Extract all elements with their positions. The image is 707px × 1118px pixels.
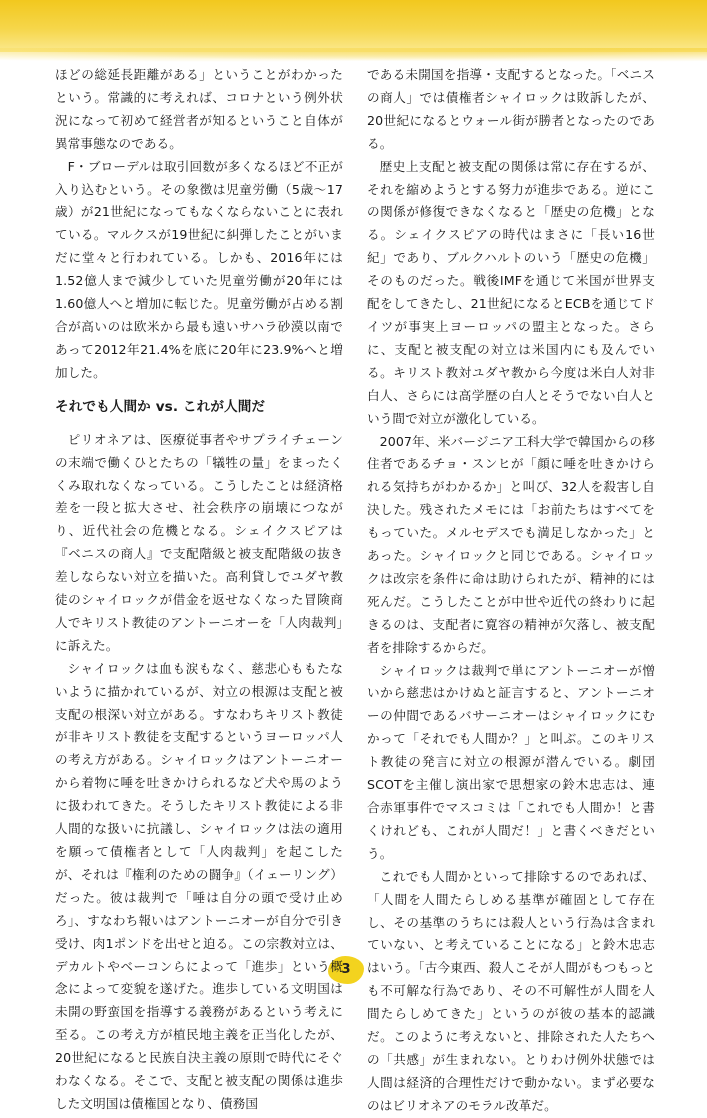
paragraph: シャイロックは血も涙もなく、慈悲心ももたないように描かれているが、対立の根源は支配と被支配の根深い対立がある。すなわちキリスト教徒が非キリスト教徒を支配するというヨーロッパ人の考え方がある。シャイロックはアントーニオーから着物に唾を吐きかけられるなど犬や馬のように扱われてきた。そうしたキリスト教徒による非人間的な扱いに抗議し、シャイロックは法の適用を願って債権者として「人肉裁判」を起こしたが、それは『権利のための闘争』（イェーリング）だった。彼は裁判で「唾は自分の頭で受け止めろ」、すなわち報いはアントーニオーが自分で引き受け、肉1ポンドを出せと迫る。この宗教対立は、デカルトやベーコンらによって「進歩」という概念によって変貌を遂げた。進歩している文明国は未開の野蛮国を指導する義務があるという考えに至る。この考え方が植民地主義を正当化したが、20世紀になると民族自決主義の原則で時代にそぐわなくなる。そこで、支配と被支配の関係は進歩した文明国は債権国となり、債務国: [55, 660, 343, 1111]
paragraph: F・ブローデルは取引回数が多くなるほど不正が入り込むという。その象徴は児童労働（5歳〜17歳）が21世紀になってもなくならないことに表れている。マルクスが19世紀に糾弾したことがいまだに堂々と行われている。しかも、2016年には1.52億人まで減少していた児童労働が20年には1.60億人へと増加に転じた。児童労働が占める割合が高いのは欧米から最も遠いサハラ砂漠以南であって2012年21.4%を底に20年に23.9%へと増加した。: [55, 158, 343, 380]
paragraph: ほどの総延長距離がある」ということがわかったという。常識的に考えれば、コロナという例外状況になって初めて経営者が知るということ自体が異常事態なのである。: [55, 67, 343, 151]
paragraph: 2007年、米バージニア工科大学で韓国からの移住者であるチョ・スンヒが「顔に唾を吐きかけられる気持ちがわかるか」と叫び、32人を殺害し自決した。残されたメモには「お前たちはすべてをもっていた。メルセデスでも満足しなかった」とあった。シャイロックと同じである。シャイロックは改宗を条件に命は助けられたが、精神的には死んだ。こうしたことが中世や近代の終わりに起きるのは、支配者に寛容の精神が欠落し、被支配者を排除するからだ。: [367, 433, 655, 655]
left-column: [55, 64, 343, 1116]
page-number: 3: [328, 955, 364, 985]
right-column: [367, 64, 655, 1118]
top-decorative-band: [0, 0, 707, 52]
paragraph: ピリオネアは、医療従事者やサプライチェーンの末端で働くひとたちの「犠牲の量」をまったくくみ取れなくなっている。こうしたことは経済格差を一段と拡大させ、社会秩序の崩壊につながり、近代社会の危機となる。シェイクスピアは『ベニスの商人』で支配階級と被支配階級の抜き差しならない対立を描いた。高利貸しでユダヤ教徒のシャイロックが借金を返せなくなった冒険商人でキリスト教徒のアントーニオーを「人肉裁判」に訴えた。: [55, 431, 343, 653]
paragraph: シャイロックは裁判で単にアントーニオーが憎いから慈悲はかけぬと証言すると、アントーニオーの仲間であるバサーニオーはシャイロックにむかって「それでも人間か？」と叫ぶ。このキリスト教徒の発言に対立の根源が潜んでいる。劇団SCOTを主催し演出家で思想家の鈴木忠志は、連合赤軍事件でマスコミは「これでも人間か！と書くけれども、これが人間だ！」と書くべきだという。: [367, 662, 655, 861]
paragraph: 歴史上支配と被支配の関係は常に存在するが、それを縮めようとする努力が進歩である。逆にこの関係が修復できなくなると「歴史の危機」となる。シェイクスピアの時代はまさに「長い16世紀」であり、ブルクハルトのいう「歴史の危機」そのものだった。戦後IMFを通じて米国が世界支配をしてきたし、21世紀になるとECBを通じてドイツが事実上ヨーロッパの盟主となった。さらに、支配と被支配の対立は米国内にも及んでいる。キリスト教対ユダヤ教から今度は米白人対非白人、さらには高学歴の白人とそうでない白人という間で対立が激化している。: [367, 158, 655, 426]
section-heading: それでも人間か vs. これが人間だ: [55, 398, 266, 415]
paragraph: である未開国を指導・支配するとなった。「ベニスの商人」では債権者シャイロックは敗訴したが、20世紀になるとウォール街が勝者となったのである。: [367, 67, 655, 151]
paragraph: これでも人間かといって排除するのであれば、「人間を人間たらしめる基準が確固として存在し、その基準のうちには殺人という行為は含まれていない、と考えていることになる」と鈴木忠志はいう。「古今東西、殺人こそが人間がもつもっとも不可解な行為であり、その不可解性が人間を人間たらしめてきた」というのが彼の基本的認識だ。このように考えないと、排除された人たちへの「共感」が生まれない。とりわけ例外状態では人間は経済的合理性だけで動かない。まず必要なのはビリオネアのモラル改革だ。: [367, 868, 655, 1113]
